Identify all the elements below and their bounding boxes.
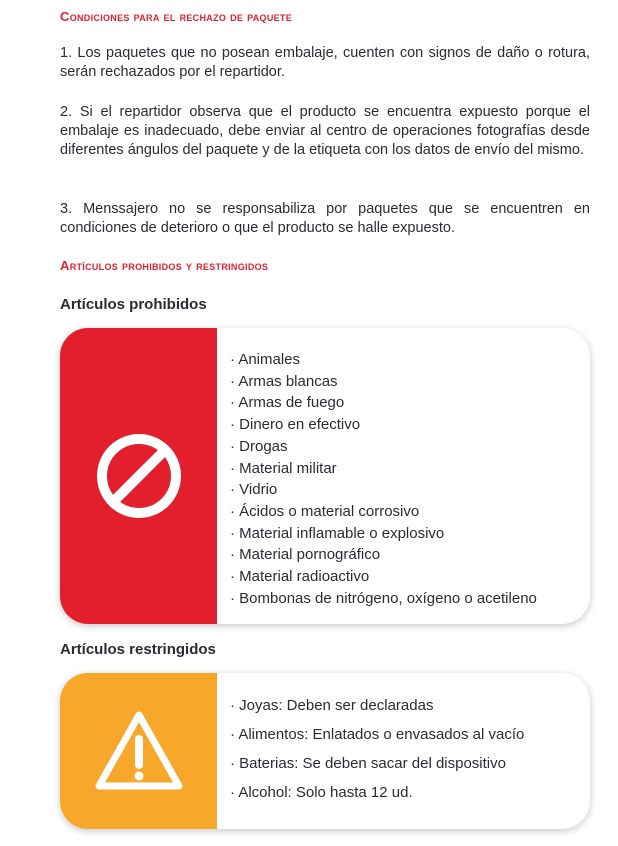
restricted-subtitle: Artículos restringidos — [60, 641, 216, 658]
rejection-paragraph-1: 1. Los paquetes que no posean embalaje, cuenten con signos de daño o rotura, serán rechazados por el repartidor. — [60, 45, 590, 80]
list-item: · Alcohol: Solo hasta 12 ud. — [230, 784, 413, 801]
list-item: · Material inflamable o explosivo — [230, 524, 445, 542]
list-item: · Drogas — [230, 437, 288, 455]
list-item: · Armas blancas — [230, 372, 338, 390]
rejection-paragraph-3: 3. Menssajero no se responsabiliza por paquetes que se encuentren en condiciones de deterioro o que el producto se halle expuesto. — [60, 201, 590, 236]
list-item: · Material pornográfico — [230, 546, 381, 564]
list-item: · Alimentos: Enlatados o envasados al vacío — [230, 726, 525, 743]
list-item: · Animales — [230, 351, 301, 368]
restricted-card — [60, 673, 590, 829]
list-item: · Joyas: Deben ser declaradas — [230, 697, 434, 714]
prohibited-panel — [60, 328, 217, 624]
list-item: · Armas de fuego — [230, 394, 345, 412]
restricted-list — [230, 691, 580, 807]
list-item: · Dinero en efectivo — [230, 416, 361, 434]
articles-title: Artículos prohibidos y restringidos — [60, 258, 269, 273]
list-item: · Vidrio — [230, 481, 278, 499]
prohibited-list — [230, 349, 580, 609]
warning-icon — [94, 709, 184, 793]
list-item: · Baterias: Se deben sacar del dispositivo — [230, 755, 506, 772]
rejection-title: Condiciones para el rechazo de paquete — [60, 9, 293, 24]
restricted-panel — [60, 673, 217, 829]
list-item: · Bombonas de nitrógeno, oxígeno o acetileno — [230, 589, 537, 607]
rejection-paragraph-2: 2. Si el repartidor observa que el producto se encuentra expuesto porque el embalaje es inadecuado, debe enviar al centro de operaciones fotografías desde diferentes ángulos del paquete y de la etiqueta con los datos de envío del mismo. — [60, 104, 590, 158]
list-item: · Material militar — [230, 459, 337, 477]
list-item: · Ácidos o material corrosivo — [230, 502, 420, 520]
prohibited-icon — [93, 430, 185, 522]
list-item: · Material radioactivo — [230, 568, 370, 586]
prohibited-subtitle: Artículos prohibidos — [60, 296, 207, 313]
prohibited-card — [60, 328, 590, 624]
